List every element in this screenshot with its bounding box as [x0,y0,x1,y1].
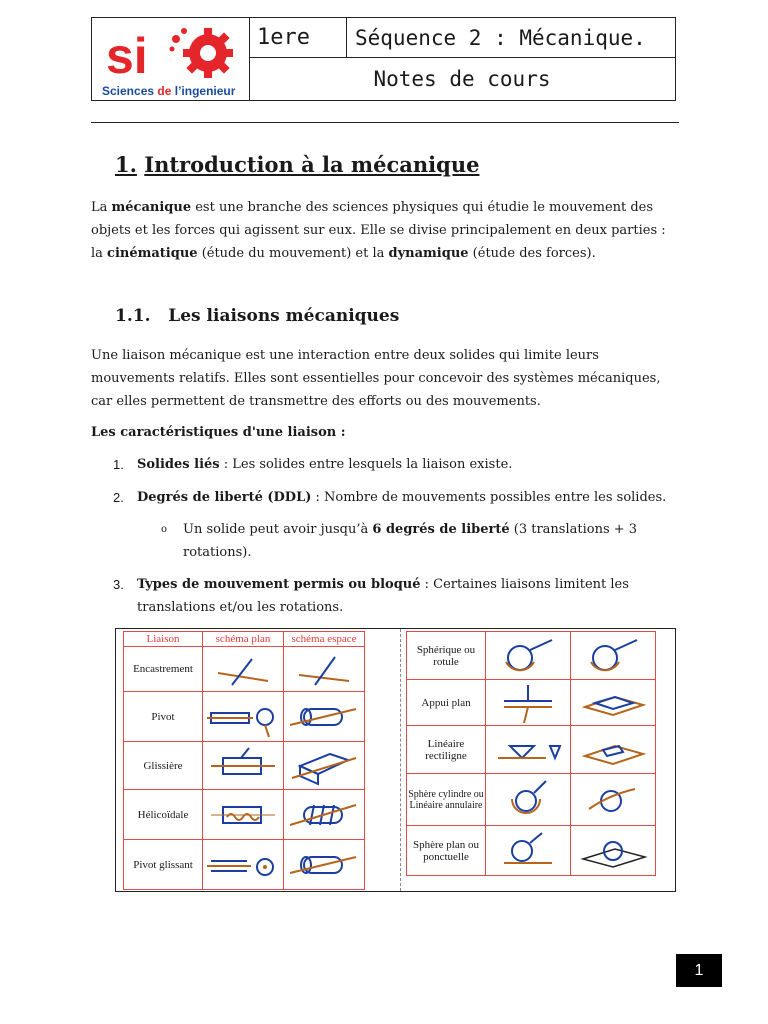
characteristics-heading: Les caractéristiques d'une liaison : [91,425,346,440]
section-1-1-title: Les liaisons mécaniques [168,306,400,326]
liaisons-table-right [406,631,656,876]
list-item-text: : Les solides entre lesquels la liaison existe. [219,457,513,472]
row-sphere-plan: Sphère plan ou ponctuelle [407,826,486,876]
document-header [91,17,676,101]
sub-item-ddl-count [183,518,653,564]
logo-caption-de: de [157,84,172,98]
row-helicoidale: Hélicoïdale [124,790,203,840]
row-pivot: Pivot [124,692,203,742]
section-1-1-number: 1.1. [115,306,151,326]
term-6-ddl: 6 degrés de liberté [372,522,510,537]
text-run: Un solide peut avoir jusqu’à [183,522,373,537]
symbol-espace-appui-plan [571,680,656,726]
sequence-title: Séquence 2 : Mécanique. [347,18,675,58]
list-item-bold: Degrés de liberté (DDL) [137,490,312,505]
symbol-plan-sphere-plan [486,826,571,876]
list-item-bold: Types de mouvement permis ou bloqué [137,577,421,592]
list-item-solides-lies [137,453,677,476]
row-pivot-glissant: Pivot glissant [124,840,203,890]
symbol-plan-sphere-cylindre [486,774,571,826]
symbol-plan-helicoidale [203,790,284,840]
term-mecanique: mécanique [111,200,192,215]
symbol-plan-glissiere [203,742,284,790]
text-run: est une branche des sciences physiques qui étudie le mouvement des objets et les forces qui agissent sur eux. Elle se divise principalement en deux parties : la [91,200,666,261]
text-run: (3 translations + 3 rotations). [183,522,638,560]
row-glissiere: Glissière [124,742,203,790]
row-sphere-cylindre: Sphère cylindre ou Linéaire annulaire [407,774,486,826]
figure-divider [400,629,403,891]
section-1-heading [115,152,479,177]
symbol-espace-lineaire-rectiligne [571,726,656,774]
section-1-number: 1. [115,152,137,177]
symbol-plan-encastrement [203,647,284,692]
symbol-espace-pivot-glissant [284,840,365,890]
symbol-espace-glissiere [284,742,365,790]
svg-text:Sciences de l’ [102,84,236,98]
symbol-espace-sphere-plan [571,826,656,876]
list-item-mouvement [137,573,657,619]
liaisons-table-left [123,631,365,890]
row-encastrement: Encastrement [124,647,203,692]
header-schema-plan: schéma plan [203,632,284,647]
list-item-bold: Solides liés [137,457,220,472]
symbol-espace-encastrement [284,647,365,692]
symbol-plan-pivot [203,692,284,742]
term-dynamique: dynamique [388,246,469,261]
intro-paragraph [91,196,679,265]
list-item-text: : Certaines liaisons limitent les translations et/ou les rotations. [137,577,629,615]
list-number-3: 3. [113,577,124,592]
logo-mark: si [106,28,148,84]
row-spherique: Sphérique ou rotule [407,632,486,680]
symbol-plan-pivot-glissant [203,840,284,890]
level-label: 1ere [249,18,347,58]
text-run: (étude du mouvement) et la [197,246,389,261]
section-1-title: Introduction à la mécanique [144,152,480,177]
symbol-plan-spherique [486,632,571,680]
liaisons-figure [115,628,676,892]
symbol-plan-lineaire-rectiligne [486,726,571,774]
header-schema-espace: schéma espace [284,632,365,647]
symbol-espace-helicoidale [284,790,365,840]
gear-icon [170,28,234,78]
text-run: (étude des forces). [468,246,596,261]
symbol-espace-pivot [284,692,365,742]
list-item-text: : Nombre de mouvements possibles entre les solides. [311,490,667,505]
sub-bullet: o [161,524,168,535]
notes-subtitle: Notes de cours [373,67,551,91]
logo-caption-sciences: Sciences [102,84,155,98]
logo-cell [92,18,250,100]
logo-caption-ingenieur: l’ingenieur [174,84,236,98]
symbol-plan-appui-plan [486,680,571,726]
liaison-definition: Une liaison mécanique est une interaction entre deux solides qui limite leurs mouvements relatifs. Elles sont essentielles pour concevoir des systèmes mécaniques, car elles permettent de transmettre des efforts ou des mouvements. [91,348,661,409]
row-appui-plan: Appui plan [407,680,486,726]
header-liaison: Liaison [124,632,203,647]
row-lineaire-rectiligne: Linéaire rectiligne [407,726,486,774]
symbol-espace-sphere-cylindre [571,774,656,826]
header-rule [91,122,679,123]
section-1-1-heading [115,306,399,326]
symbol-espace-spherique [571,632,656,680]
si-logo [96,19,246,99]
term-cinematique: cinématique [107,246,198,261]
list-number-2: 2. [113,490,124,505]
list-item-ddl [137,486,677,509]
text-run: La [91,200,112,215]
page-number: 1 [676,954,722,987]
list-number-1: 1. [113,457,124,472]
